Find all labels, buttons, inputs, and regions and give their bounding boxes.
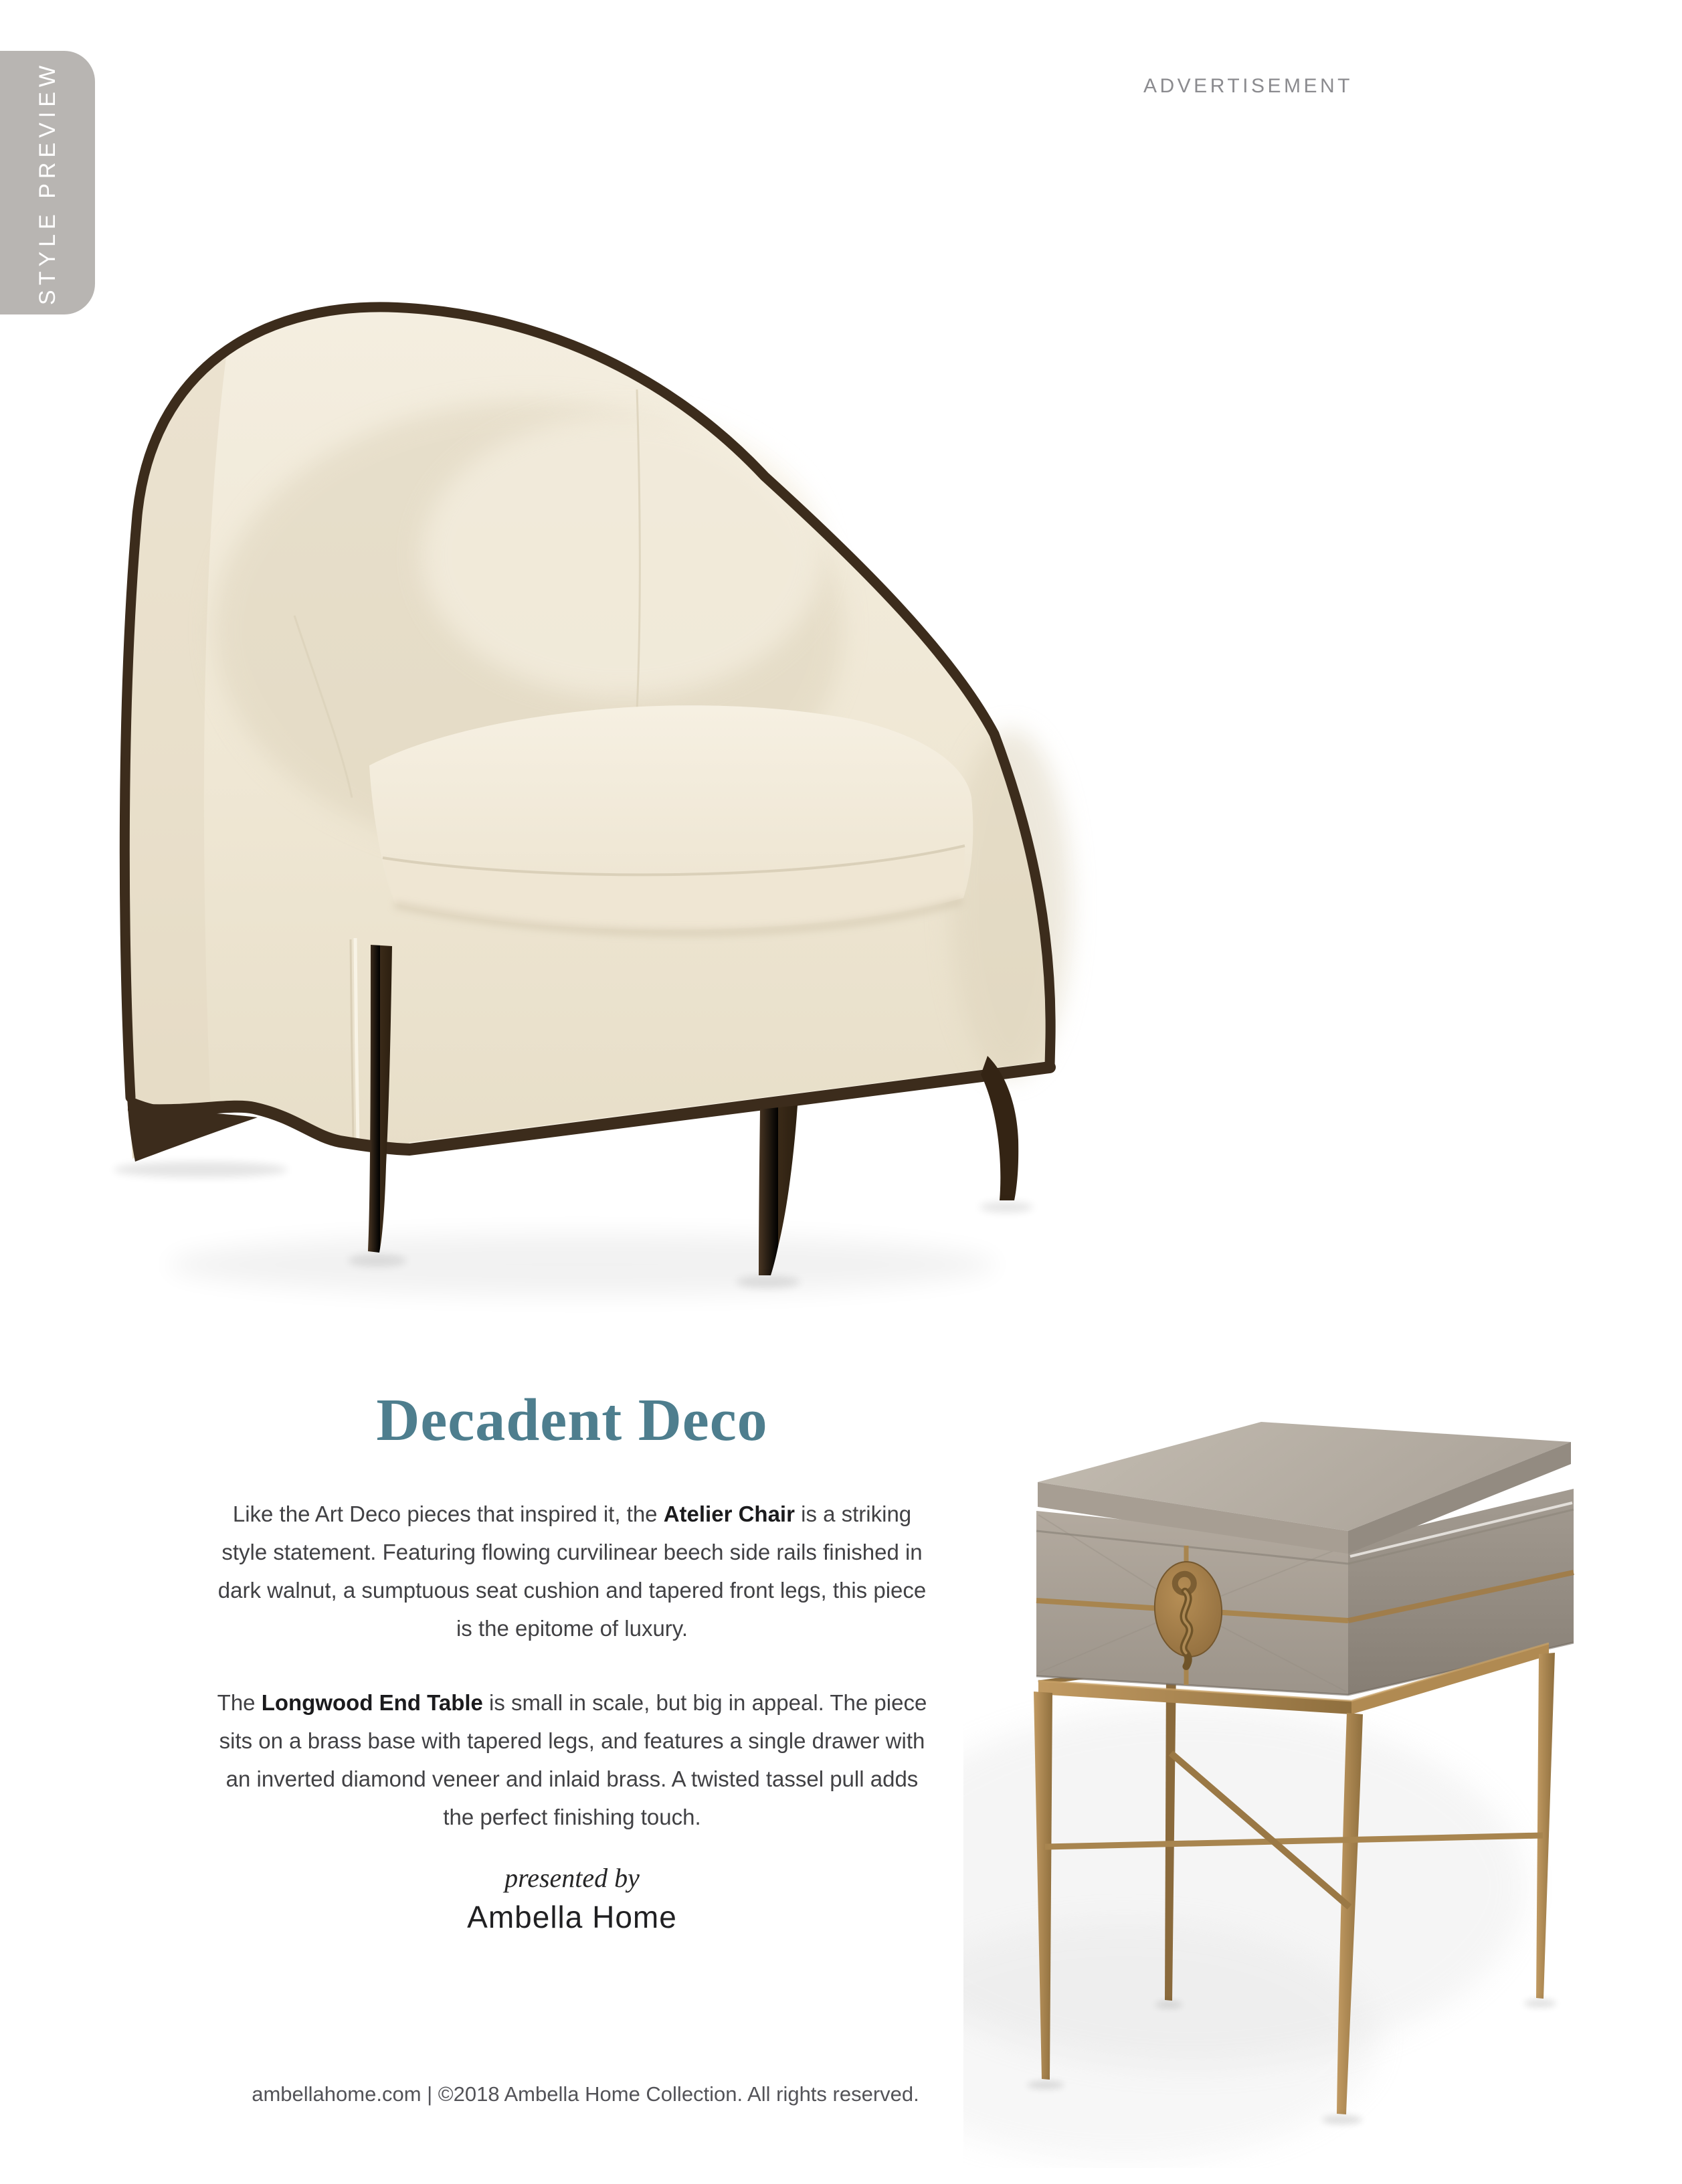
p1-pre: Like the Art Deco pieces that inspired it, the (232, 1502, 664, 1526)
base-right-leg (1536, 1653, 1555, 1999)
style-preview-label: STYLE PREVIEW (34, 60, 60, 305)
brand-name: Ambella Home (467, 1900, 677, 1934)
style-preview-tab (0, 51, 95, 314)
chair-inner-back-highlight (422, 415, 823, 696)
page-title: Decadent Deco (376, 1387, 768, 1453)
article-text (201, 1387, 943, 1935)
p2-post: is small in scale, but big in appeal. The piece sits on a brass base with tapered legs, and features a single drawer with an inverted diamond veneer and inlaid brass. A twisted tassel pull adds the perfect finishing touch. (219, 1690, 927, 1829)
p2-pre: The (217, 1690, 262, 1715)
p2-product-name: Longwood End Table (261, 1690, 483, 1715)
p1-product-name: Atelier Chair (663, 1502, 795, 1526)
longwood-end-table-illustration (963, 1378, 1646, 2168)
chair-front-left-leg (368, 945, 392, 1253)
paragraph-longwood-table (211, 1683, 933, 1836)
paragraph-atelier-chair (211, 1495, 933, 1647)
chair-floor-shadow (167, 1234, 997, 1295)
footer-text: ambellahome.com | ©2018 Ambella Home Collection. All rights reserved. (252, 2082, 919, 2106)
atelier-chair-figure (100, 268, 1104, 1325)
p1-post: is a striking style statement. Featuring flowing curvilinear beech side rails finished in dark walnut, a sumptuous seat cushion and tapered front legs, this piece is the epitome of luxury. (217, 1502, 927, 1641)
presented-by-label: presented by (504, 1863, 640, 1893)
longwood-end-table-figure (963, 1378, 1646, 2168)
atelier-chair-illustration (100, 268, 1104, 1325)
advertisement-label: ADVERTISEMENT (1143, 75, 1353, 97)
